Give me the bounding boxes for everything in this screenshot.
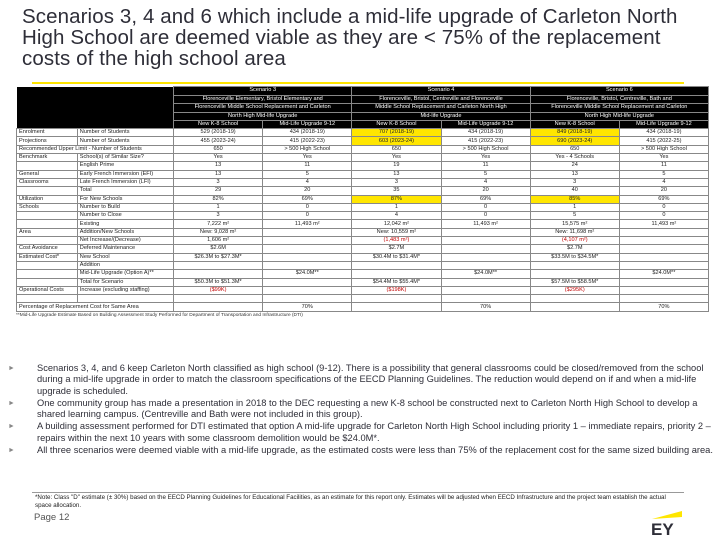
- cell-value: [441, 245, 530, 253]
- cell-value: 12,042 m²: [352, 220, 441, 228]
- row-category: Area: [17, 228, 78, 236]
- row-subcategory: Number of Students: [77, 137, 173, 145]
- cell-value: 0: [441, 203, 530, 211]
- cell-value: [619, 245, 708, 253]
- table-row: [17, 154, 709, 162]
- cell-value: 11: [619, 162, 708, 170]
- cell-value: New: 9,028 m²: [174, 228, 263, 236]
- cell-value: 4: [263, 178, 352, 186]
- col-head: New K-8 School: [530, 120, 619, 128]
- scenario-3-desc: North High Mid-life Upgrade: [174, 112, 352, 120]
- scenario-3-desc: Florenceville Elementary, Bristol Elementary and: [174, 96, 352, 104]
- cell-value: [441, 228, 530, 236]
- cell-value: [619, 237, 708, 245]
- row-category: Schools: [17, 203, 78, 211]
- cell-value: [263, 261, 352, 269]
- cell-value: 434 (2018-19): [619, 129, 708, 137]
- cell-value: 529 (2018-19): [174, 129, 263, 137]
- row-subcategory: [77, 295, 173, 303]
- cell-value: 40: [530, 187, 619, 195]
- row-category: [17, 162, 78, 170]
- cell-value: 7,222 m²: [174, 220, 263, 228]
- bullet-list: [8, 363, 714, 457]
- cell-value: $26.3M to $27.3M*: [174, 253, 263, 261]
- cell-value: 3: [174, 212, 263, 220]
- bullet-item: [8, 445, 714, 456]
- row-category: General: [17, 170, 78, 178]
- table-footnote: **Mid-Life Upgrade Estimate Based on Building Assessment Study Performed for Department of Transportation and Infrastructure (DTI): [16, 312, 303, 318]
- cell-value: 455 (2023-24): [174, 137, 263, 145]
- scenario-6-desc: North High Mid-life Upgrade: [530, 112, 708, 120]
- col-head: New K-8 School: [352, 120, 441, 128]
- row-category: Recommended Upper Limit - Number of Students: [17, 145, 174, 153]
- cell-value: New: 11,698 m²: [530, 228, 619, 236]
- scenario-4-desc: Middle School Replacement and Carleton North High: [352, 104, 530, 112]
- cell-value: 0: [619, 212, 708, 220]
- row-subcategory: Total: [77, 187, 173, 195]
- cell-value: 4: [441, 178, 530, 186]
- arrow-icon: ►: [8, 447, 15, 455]
- cell-value: 1: [530, 203, 619, 211]
- scenario-desc-row-1: [17, 96, 709, 104]
- row-subcategory: Existing: [77, 220, 173, 228]
- cell-value: 20: [263, 187, 352, 195]
- title-underline: [32, 82, 684, 84]
- cell-value: 415 (2022-23): [441, 137, 530, 145]
- cell-value: 434 (2018-19): [441, 129, 530, 137]
- row-subcategory: Increase (excluding staffing): [77, 286, 173, 294]
- row-category: Cost Avoidance: [17, 245, 78, 253]
- cell-value: 85%: [530, 195, 619, 203]
- cell-value: 35: [352, 187, 441, 195]
- cell-value: 70%: [619, 303, 708, 311]
- cell-value: 24: [530, 162, 619, 170]
- table-row: [17, 286, 709, 294]
- cell-value: 4: [619, 178, 708, 186]
- row-subcategory: Number to Build: [77, 203, 173, 211]
- cell-value: 650: [174, 145, 263, 153]
- cell-value: 5: [530, 212, 619, 220]
- cell-value: 70%: [263, 303, 352, 311]
- cell-value: 3: [530, 178, 619, 186]
- row-subcategory: Mid-Life Upgrade (Option A)**: [77, 270, 173, 278]
- cell-value: 13: [174, 162, 263, 170]
- col-head: Mid-Life Upgrade 9-12: [263, 120, 352, 128]
- cell-value: 3: [352, 178, 441, 186]
- cell-value: Yes: [619, 154, 708, 162]
- table-row: [17, 170, 709, 178]
- scenario-4-header: Scenario 4: [352, 87, 530, 96]
- cell-value: [619, 295, 708, 303]
- bullet-text: All three scenarios were deemed viable with a mid-life upgrade, as the estimated costs were less than 75% of the replacement cost for the same sized building area.: [37, 445, 713, 456]
- cell-value: 5: [619, 170, 708, 178]
- bullet-text: Scenarios 3, 4, and 6 keep Carleton North classified as high school (9-12). There is a possibility that general classrooms could be closed/removed from the school during a mid-life upgrade in order to match the classroom specifications of the EECD Planning Guidelines. The reduction would depend on if and when a mid-life upgrade is scheduled.: [37, 363, 704, 396]
- table-row: [17, 137, 709, 145]
- cell-value: New: 10,559 m²: [352, 228, 441, 236]
- cell-value: [263, 278, 352, 286]
- table-row: [17, 295, 709, 303]
- cell-value: [441, 286, 530, 294]
- row-category: [17, 261, 78, 269]
- row-category: Operational Costs: [17, 286, 78, 294]
- arrow-icon: ►: [8, 365, 15, 372]
- cell-value: 20: [441, 187, 530, 195]
- cell-value: 69%: [441, 195, 530, 203]
- table-row: [17, 178, 709, 186]
- cell-value: (1,483 m²): [352, 237, 441, 245]
- cell-value: $24.0M**: [619, 270, 708, 278]
- col-head: Mid-Life Upgrade 9-12: [619, 120, 708, 128]
- cell-value: 650: [530, 145, 619, 153]
- cell-value: 13: [352, 170, 441, 178]
- table-row: [17, 195, 709, 203]
- cell-value: > 500 High School: [263, 145, 352, 153]
- scenario-3-header: Scenario 3: [174, 87, 352, 96]
- cell-value: Yes: [441, 154, 530, 162]
- cell-value: 70%: [441, 303, 530, 311]
- cell-value: 11: [263, 162, 352, 170]
- table-row: [17, 162, 709, 170]
- cell-value: $54.4M to $55.4M*: [352, 278, 441, 286]
- table-row: [17, 220, 709, 228]
- cell-value: (4,107 m²): [530, 237, 619, 245]
- cell-value: [263, 253, 352, 261]
- table-row: [17, 261, 709, 269]
- bullet-item: [8, 398, 714, 421]
- table-row: [17, 303, 709, 311]
- cell-value: 603 (2023-24): [352, 137, 441, 145]
- table-row: [17, 278, 709, 286]
- cell-value: 5: [441, 170, 530, 178]
- comparison-table: [16, 86, 709, 312]
- cell-value: 29: [174, 187, 263, 195]
- cell-value: [352, 303, 441, 311]
- cell-value: $33.5M to $34.5M*: [530, 253, 619, 261]
- estimate-note: *Note: Class "D" estimate (± 30%) based on the EECD Planning Guidelines for Educational Facilities, as an estimate for this report only. Estimates will be adjusted when EECD Infrastructure and the project team establish the actual space allocation.: [35, 494, 666, 509]
- cell-value: [174, 303, 263, 311]
- table-row: [17, 187, 709, 195]
- scenario-3-desc: Florenceville Middle School Replacement and Carleton: [174, 104, 352, 112]
- cell-value: [530, 270, 619, 278]
- cell-value: $2.7M: [352, 245, 441, 253]
- table-row: [17, 228, 709, 236]
- cell-value: $57.5M to $58.5M*: [530, 278, 619, 286]
- row-subcategory: Late French Immersion (LFI): [77, 178, 173, 186]
- cell-value: 11,493 m²: [441, 220, 530, 228]
- note-divider: [32, 492, 684, 493]
- row-category: Enrolment: [17, 129, 78, 137]
- cell-value: [441, 237, 530, 245]
- table-row: [17, 203, 709, 211]
- column-header-row: [17, 120, 709, 128]
- page-title: Scenarios 3, 4 and 6 which include a mid-life upgrade of Carleton North High School are deemed viable as they are < 75% of the replacement costs of the high school area: [22, 5, 678, 70]
- row-category: [17, 187, 78, 195]
- cell-value: [619, 253, 708, 261]
- cell-value: ($295K): [530, 286, 619, 294]
- row-category: [17, 220, 78, 228]
- table-row: [17, 237, 709, 245]
- row-category: [17, 212, 78, 220]
- row-category: [17, 278, 78, 286]
- row-subcategory: School(s) of Similar Size?: [77, 154, 173, 162]
- row-category: [17, 295, 78, 303]
- cell-value: 707 (2018-19): [352, 129, 441, 137]
- cell-value: Yes - 4 Schools: [530, 154, 619, 162]
- row-subcategory: Deferred Maintenance: [77, 245, 173, 253]
- scenario-4-desc: Mid-life Upgrade: [352, 112, 530, 120]
- col-head: New K-8 School: [174, 120, 263, 128]
- row-category: [17, 237, 78, 245]
- row-subcategory: Number to Close: [77, 212, 173, 220]
- cell-value: [530, 303, 619, 311]
- row-subcategory: Early French Immersion (EFI): [77, 170, 173, 178]
- cell-value: [174, 295, 263, 303]
- cell-value: 82%: [174, 195, 263, 203]
- cell-value: 0: [263, 203, 352, 211]
- cell-value: 15,575 m²: [530, 220, 619, 228]
- cell-value: $30.4M to $31.4M*: [352, 253, 441, 261]
- cell-value: $24.0M**: [441, 270, 530, 278]
- cell-value: $24.0M**: [263, 270, 352, 278]
- cell-value: 11: [441, 162, 530, 170]
- bullet-item: [8, 421, 714, 444]
- row-subcategory: New School: [77, 253, 173, 261]
- col-head: Mid-Life Upgrade 9-12: [441, 120, 530, 128]
- cell-value: [352, 261, 441, 269]
- cell-value: 11,493 m²: [263, 220, 352, 228]
- cell-value: [530, 261, 619, 269]
- cell-value: [619, 228, 708, 236]
- cell-value: 0: [619, 203, 708, 211]
- cell-value: 87%: [352, 195, 441, 203]
- cell-value: [352, 270, 441, 278]
- table-row: [17, 129, 709, 137]
- cell-value: 11,493 m²: [619, 220, 708, 228]
- scenario-6-desc: Florenceville Middle School Replacement and Carleton: [530, 104, 708, 112]
- scenario-6-desc: Florenceville, Bristol, Centreville, Bath and: [530, 96, 708, 104]
- cell-value: [352, 295, 441, 303]
- row-category: Classrooms: [17, 178, 78, 186]
- comparison-table-container: [16, 86, 709, 318]
- row-subcategory: Addition: [77, 261, 173, 269]
- cell-value: [263, 245, 352, 253]
- scenario-6-header: Scenario 6: [530, 87, 708, 96]
- scenario-header-row: [17, 87, 709, 96]
- cell-value: [174, 270, 263, 278]
- cell-value: [619, 286, 708, 294]
- cell-value: Yes: [174, 154, 263, 162]
- cell-value: [619, 278, 708, 286]
- cell-value: $2.7M: [530, 245, 619, 253]
- cell-value: [441, 278, 530, 286]
- row-subcategory: Number of Students: [77, 129, 173, 137]
- table-row: [17, 212, 709, 220]
- ey-logo: [650, 510, 684, 536]
- cell-value: [263, 286, 352, 294]
- table-row: [17, 145, 709, 153]
- table-row: [17, 253, 709, 261]
- row-subcategory: Net Increase/(Decrease): [77, 237, 173, 245]
- row-category: Utilization: [17, 195, 78, 203]
- cell-value: 4: [352, 212, 441, 220]
- cell-value: 0: [441, 212, 530, 220]
- cell-value: 415 (2022-25): [619, 137, 708, 145]
- cell-value: 415 (2022-23): [263, 137, 352, 145]
- cell-value: [619, 261, 708, 269]
- cell-value: [441, 253, 530, 261]
- cell-value: 690 (2023-24): [530, 137, 619, 145]
- cell-value: 3: [174, 178, 263, 186]
- cell-value: [174, 261, 263, 269]
- table-row: [17, 245, 709, 253]
- svg-text:EY: EY: [651, 520, 674, 536]
- scenario-desc-row-2: [17, 104, 709, 112]
- page-number: Page 12: [34, 512, 70, 523]
- cell-value: [263, 237, 352, 245]
- cell-value: 1,606 m²: [174, 237, 263, 245]
- cell-value: 69%: [619, 195, 708, 203]
- cell-value: 5: [263, 170, 352, 178]
- row-subcategory: English Prime: [77, 162, 173, 170]
- scenario-desc-row-3: [17, 112, 709, 120]
- cell-value: Yes: [352, 154, 441, 162]
- table-row: [17, 270, 709, 278]
- row-category: Percentage of Replacement Cost for Same Area: [17, 303, 174, 311]
- cell-value: ($99K): [174, 286, 263, 294]
- cell-value: 0: [263, 212, 352, 220]
- arrow-icon: ►: [8, 399, 15, 407]
- cell-value: > 500 High School: [619, 145, 708, 153]
- cell-value: [530, 295, 619, 303]
- cell-value: 849 (2018-19): [530, 129, 619, 137]
- cell-value: 20: [619, 187, 708, 195]
- row-subcategory: For New Schools: [77, 195, 173, 203]
- cell-value: ($198K): [352, 286, 441, 294]
- row-category: Benchmark: [17, 154, 78, 162]
- cell-value: [263, 228, 352, 236]
- cell-value: [441, 261, 530, 269]
- cell-value: $2.6M: [174, 245, 263, 253]
- bullet-item: [8, 363, 714, 397]
- cell-value: > 500 High School: [441, 145, 530, 153]
- row-subcategory: Addition/New Schools: [77, 228, 173, 236]
- cell-value: [441, 295, 530, 303]
- cell-value: 1: [174, 203, 263, 211]
- row-category: Estimated Cost*: [17, 253, 78, 261]
- bullet-text: One community group has made a presentation in 2018 to the DEC requesting a new K-8 school be constructed next to Carleton North High School to develop a shared learning campus. (Centreville and Bath were not included in this group).: [37, 397, 698, 420]
- cell-value: 13: [174, 170, 263, 178]
- cell-value: 434 (2018-19): [263, 129, 352, 137]
- row-subcategory: Total for Scenario: [77, 278, 173, 286]
- cell-value: $50.3M to $51.3M*: [174, 278, 263, 286]
- bullet-text: A building assessment performed for DTI estimated that option A mid-life upgrade for Carleton North High School including priority 1 – immediate repairs, priority 2 – repairs within the next 10 years with some classroom demolition would be $24.0M*.: [37, 421, 711, 443]
- cell-value: 19: [352, 162, 441, 170]
- cell-value: 69%: [263, 195, 352, 203]
- row-category: [17, 270, 78, 278]
- cell-value: 1: [352, 203, 441, 211]
- arrow-icon: ►: [8, 423, 15, 431]
- cell-value: Yes: [263, 154, 352, 162]
- cell-value: [263, 295, 352, 303]
- row-category: Projections: [17, 137, 78, 145]
- cell-value: 13: [530, 170, 619, 178]
- cell-value: 650: [352, 145, 441, 153]
- scenario-4-desc: Florenceville, Bristol, Centreville and Florenceville: [352, 96, 530, 104]
